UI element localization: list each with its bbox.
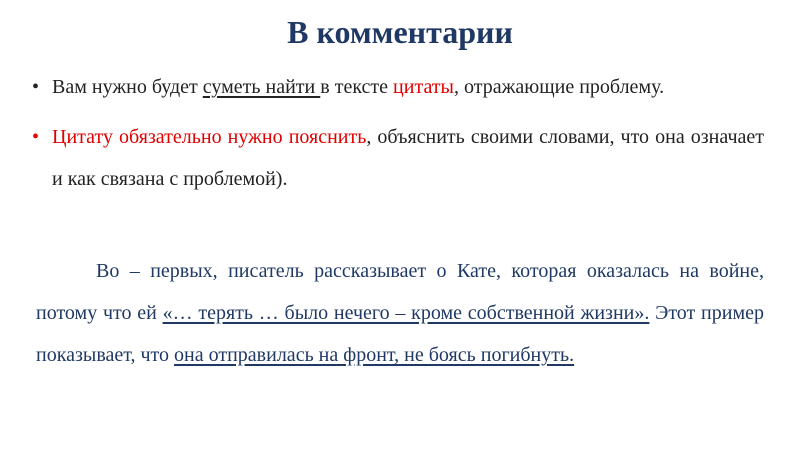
bullet-text: , объяснить своими словами, что она означает и как связана с проблемой). (52, 126, 764, 190)
bullet-item-explain-quote (28, 116, 764, 200)
bullet-marker: • (32, 126, 40, 148)
bullet-text: , отражающие проблему. (453, 76, 665, 98)
bullet-list (28, 66, 764, 200)
bullet-item-find-quotes (28, 66, 764, 108)
highlighted-text: цитаты (393, 76, 454, 98)
example-text: Этот пример показывает, что (36, 302, 764, 366)
bullet-text: Вам нужно будет (52, 76, 203, 98)
bullet-marker: • (32, 76, 40, 98)
underlined-text: суметь найти (202, 76, 321, 98)
example-paragraph (36, 250, 764, 376)
example-quote: «… терять … было нечего – кроме собственной жизни». (162, 302, 650, 324)
bullet-text: в тексте (320, 76, 394, 98)
example-text: Во – первых, писатель рассказывает о Кате, которая оказалась на войне, потому что ей (36, 260, 764, 324)
highlighted-text: Цитату обязательно нужно пояснить (52, 126, 367, 148)
slide-title: В комментарии (287, 14, 513, 50)
example-conclusion: она отправилась на фронт, не боясь погибнуть. (174, 344, 575, 366)
